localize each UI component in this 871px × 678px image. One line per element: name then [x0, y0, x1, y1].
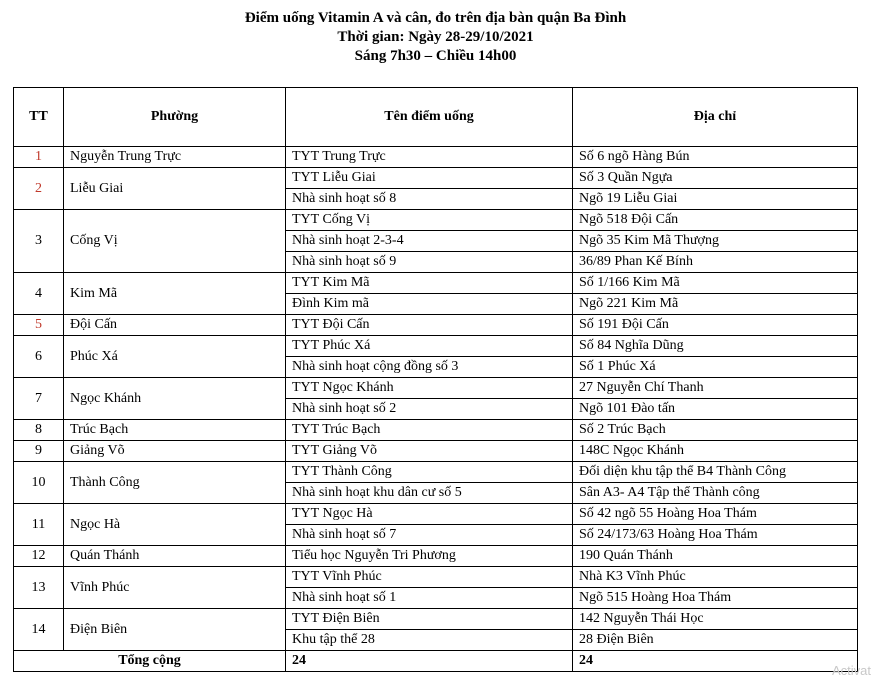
table-row: [14, 609, 858, 630]
schedule-table: [13, 87, 858, 672]
table-row: [14, 567, 858, 588]
table-row: [14, 441, 858, 462]
address-cell: 28 Điện Biên: [573, 630, 858, 651]
total-row: [14, 651, 858, 672]
row-number: 7: [14, 378, 64, 420]
table-row: [14, 273, 858, 294]
address-cell: 148C Ngọc Khánh: [573, 441, 858, 462]
site-name-cell: Nhà sinh hoạt cộng đồng số 3: [286, 357, 573, 378]
ward-cell: Trúc Bạch: [64, 420, 286, 441]
row-number: 9: [14, 441, 64, 462]
site-name-cell: Nhà sinh hoạt số 9: [286, 252, 573, 273]
address-cell: Ngõ 35 Kim Mã Thượng: [573, 231, 858, 252]
address-cell: Số 3 Quần Ngựa: [573, 168, 858, 189]
address-cell: Số 24/173/63 Hoàng Hoa Thám: [573, 525, 858, 546]
row-number: 11: [14, 504, 64, 546]
ward-cell: Vĩnh Phúc: [64, 567, 286, 609]
site-name-cell: Tiểu học Nguyễn Tri Phương: [286, 546, 573, 567]
address-cell: Số 84 Nghĩa Dũng: [573, 336, 858, 357]
ward-cell: Nguyễn Trung Trực: [64, 147, 286, 168]
site-name-cell: TYT Vĩnh Phúc: [286, 567, 573, 588]
ward-cell: Giảng Võ: [64, 441, 286, 462]
ward-cell: Thành Công: [64, 462, 286, 504]
site-name-cell: Khu tập thể 28: [286, 630, 573, 651]
site-name-cell: TYT Ngọc Hà: [286, 504, 573, 525]
document-header: [0, 0, 871, 66]
address-cell: Số 42 ngõ 55 Hoàng Hoa Thám: [573, 504, 858, 525]
address-cell: 190 Quán Thánh: [573, 546, 858, 567]
table-header-row: [14, 88, 858, 147]
table-row: [14, 315, 858, 336]
ward-cell: Ngọc Hà: [64, 504, 286, 546]
site-name-cell: Đình Kim mã: [286, 294, 573, 315]
ward-cell: Liễu Giai: [64, 168, 286, 210]
site-name-cell: TYT Cống Vị: [286, 210, 573, 231]
site-name-cell: TYT Liễu Giai: [286, 168, 573, 189]
document-date: Thời gian: Ngày 28-29/10/2021: [337, 29, 534, 45]
ward-cell: Ngọc Khánh: [64, 378, 286, 420]
site-name-cell: TYT Giảng Võ: [286, 441, 573, 462]
table-row: [14, 210, 858, 231]
ward-cell: Quán Thánh: [64, 546, 286, 567]
row-number: 5: [14, 315, 64, 336]
address-cell: Số 2 Trúc Bạch: [573, 420, 858, 441]
address-cell: Số 1 Phúc Xá: [573, 357, 858, 378]
address-cell: Nhà K3 Vĩnh Phúc: [573, 567, 858, 588]
site-name-cell: Nhà sinh hoạt khu dân cư số 5: [286, 483, 573, 504]
total-addresses: 24: [573, 651, 858, 672]
row-number: 2: [14, 168, 64, 210]
table-row: [14, 546, 858, 567]
address-cell: Ngõ 518 Đội Cấn: [573, 210, 858, 231]
address-cell: 142 Nguyễn Thái Học: [573, 609, 858, 630]
address-cell: Sân A3- A4 Tập thể Thành công: [573, 483, 858, 504]
row-number: 13: [14, 567, 64, 609]
address-cell: Ngõ 19 Liễu Giai: [573, 189, 858, 210]
address-cell: Ngõ 101 Đào tấn: [573, 399, 858, 420]
site-name-cell: TYT Ngọc Khánh: [286, 378, 573, 399]
table-row: [14, 504, 858, 525]
site-name-cell: TYT Điện Biên: [286, 609, 573, 630]
table-row: [14, 168, 858, 189]
site-name-cell: TYT Kim Mã: [286, 273, 573, 294]
ward-cell: Kim Mã: [64, 273, 286, 315]
activation-watermark: Activat: [831, 663, 871, 678]
column-header-address: Địa chỉ: [573, 88, 858, 147]
row-number: 12: [14, 546, 64, 567]
table-row: [14, 420, 858, 441]
table-row: [14, 336, 858, 357]
column-header-site: Tên điểm uống: [286, 88, 573, 147]
site-name-cell: TYT Đội Cấn: [286, 315, 573, 336]
site-name-cell: TYT Trung Trực: [286, 147, 573, 168]
site-name-cell: TYT Thành Công: [286, 462, 573, 483]
table-body: [14, 147, 858, 672]
column-header-ward: Phường: [64, 88, 286, 147]
table-row: [14, 462, 858, 483]
row-number: 14: [14, 609, 64, 651]
site-name-cell: Nhà sinh hoạt 2-3-4: [286, 231, 573, 252]
table-row: [14, 147, 858, 168]
site-name-cell: Nhà sinh hoạt số 1: [286, 588, 573, 609]
ward-cell: Điện Biên: [64, 609, 286, 651]
site-name-cell: TYT Trúc Bạch: [286, 420, 573, 441]
site-name-cell: Nhà sinh hoạt số 2: [286, 399, 573, 420]
row-number: 4: [14, 273, 64, 315]
document-title: Điểm uống Vitamin A và cân, đo trên địa bàn quận Ba Đình: [244, 10, 627, 26]
site-name-cell: TYT Phúc Xá: [286, 336, 573, 357]
address-cell: 27 Nguyễn Chí Thanh: [573, 378, 858, 399]
address-cell: Số 6 ngõ Hàng Bún: [573, 147, 858, 168]
document-time: Sáng 7h30 – Chiều 14h00: [354, 48, 517, 64]
address-cell: Đối diện khu tập thể B4 Thành Công: [573, 462, 858, 483]
row-number: 6: [14, 336, 64, 378]
address-cell: Ngõ 515 Hoàng Hoa Thám: [573, 588, 858, 609]
row-number: 10: [14, 462, 64, 504]
site-name-cell: Nhà sinh hoạt số 8: [286, 189, 573, 210]
address-cell: Ngõ 221 Kim Mã: [573, 294, 858, 315]
row-number: 3: [14, 210, 64, 273]
ward-cell: Đội Cấn: [64, 315, 286, 336]
ward-cell: Phúc Xá: [64, 336, 286, 378]
address-cell: 36/89 Phan Kế Bính: [573, 252, 858, 273]
row-number: 8: [14, 420, 64, 441]
column-header-tt: TT: [14, 88, 64, 147]
total-label: Tổng cộng: [14, 651, 286, 672]
site-name-cell: Nhà sinh hoạt số 7: [286, 525, 573, 546]
ward-cell: Cống Vị: [64, 210, 286, 273]
table-row: [14, 378, 858, 399]
row-number: 1: [14, 147, 64, 168]
address-cell: Số 1/166 Kim Mã: [573, 273, 858, 294]
total-sites: 24: [286, 651, 573, 672]
address-cell: Số 191 Đội Cấn: [573, 315, 858, 336]
